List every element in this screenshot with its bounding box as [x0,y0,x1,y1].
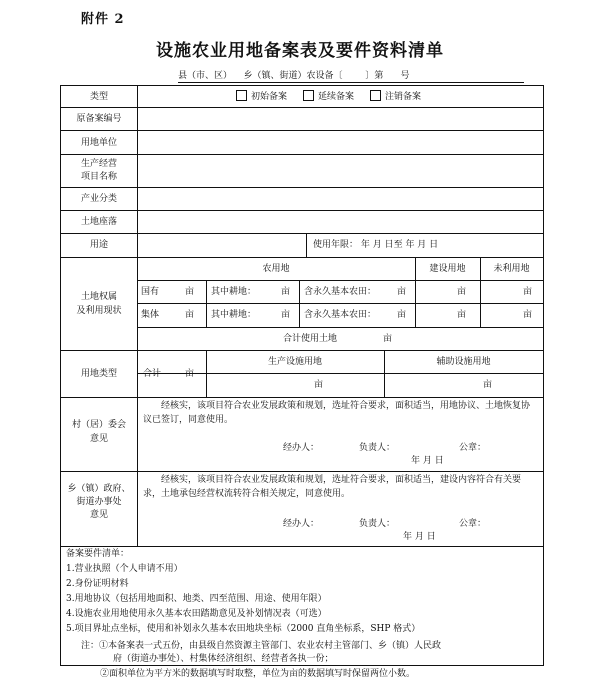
village-date: 年 月 日 [411,456,444,466]
collective-cultivated-unit: 亩 [281,310,291,320]
land-type-label: 用地类型 [80,369,117,379]
production-facility-unit: 亩 [314,380,324,390]
collective-unused-unit: 亩 [523,310,533,320]
state-farmland-unit: 亩 [397,287,407,297]
state-unused-unit: 亩 [523,287,533,297]
total-use-label: 合计使用土地 [283,334,338,344]
village-opinion-text: 经核实，该项目符合农业发展政策和规划，选址符合要求，面积适当，用地协议、土地恢复协议已签订，同意使用。 [143,401,531,425]
type-label: 类型 [89,92,108,102]
original-filing-no-label: 原备案编号 [76,114,122,124]
usage-label: 用途 [89,240,108,250]
state-owned-unit: 亩 [185,287,195,297]
town-label-line1: 乡（镇）政府、 [67,484,131,494]
village-label-line2: 意见 [89,434,108,444]
town-label-line2: 街道办事处 [76,497,122,507]
checklist-item-2: 2.身份证明材料 [66,579,129,589]
option-initial-filing[interactable]: 初始备案 [236,90,287,103]
option-renewal-filing[interactable]: 延续备案 [303,90,354,103]
land-type-total-unit: 亩 [185,369,195,379]
usage-period: 使用年限： 年 月 日至 年 月 日 [313,240,439,250]
industry-label: 产业分类 [80,194,117,204]
state-farmland-label: 含永久基本农田： [304,287,377,297]
state-cultivated-unit: 亩 [281,287,291,297]
construction-land-header: 建设用地 [429,264,466,274]
project-name-label-line1: 生产经营 [80,159,117,169]
town-handler-label: 经办人： [283,519,320,529]
village-handler-label: 经办人： [283,443,320,453]
state-owned-label: 国有 [141,287,160,297]
note-line-2: 府（街道办事处）、村集体经济组织、经营者各执一份； [113,654,334,664]
town-date: 年 月 日 [403,532,436,542]
checkbox-initial[interactable] [236,90,247,101]
ownership-label-line2: 及利用现状 [76,306,122,316]
checkbox-renewal[interactable] [303,90,314,101]
town-responsible-label: 负责人： [359,519,396,529]
collective-cultivated-label: 其中耕地： [211,310,257,320]
auxiliary-facility-unit: 亩 [483,380,493,390]
land-location-label: 土地座落 [80,217,117,227]
checklist-item-3: 3.用地协议（包括用地面积、地类、四至范围、用途、使用年限） [66,594,327,604]
form-title: 设施农业用地备案表及要件资料清单 [156,41,444,61]
unused-land-header: 未利用地 [493,264,530,274]
collective-farmland-label: 含永久基本农田： [304,310,377,320]
town-opinion-text: 经核实，该项目符合农业发展政策和规划，选址符合要求，面积适当，建设内容符合有关要求，土地承包经营权流转符合相关规定，同意使用。 [143,475,522,499]
checklist-item-5: 5.项目界址点坐标，使用和补划永久基本农田地块坐标（2000 直角坐标系，SHP 格式） [66,624,421,634]
note-line-3: ②面积单位为平方米的数据填写时取整，单位为亩的数据填写时保留两位小数。 [100,669,416,679]
village-responsible-label: 负责人： [359,443,396,453]
village-label-line1: 村（居）委会 [71,420,126,430]
registration-number-line: 县（市、区） 乡（镇、街道）农设备〔 〕第 号 [178,68,524,83]
project-name-label-line2: 项目名称 [80,172,117,182]
checklist-item-1: 1.营业执照（个人申请不用） [66,564,183,574]
collective-unit: 亩 [185,310,195,320]
collective-label: 集体 [141,310,160,320]
state-construction-unit: 亩 [457,287,467,297]
village-seal-label: 公章： [459,443,487,453]
ownership-label-line1: 土地权属 [80,292,117,302]
filing-form [60,85,544,666]
option-cancel-filing[interactable]: 注销备案 [370,90,421,103]
town-label-line3: 意见 [89,510,108,520]
state-cultivated-label: 其中耕地： [211,287,257,297]
town-seal-label: 公章： [459,519,487,529]
production-facility-header: 生产设施用地 [267,357,322,367]
collective-farmland-unit: 亩 [397,310,407,320]
checklist-heading: 备案要件清单： [66,549,130,559]
checklist-item-4: 4.设施农业用地使用永久基本农田踏勘意见及补划情况表（可选） [66,609,327,619]
note-line-1: 注：①本备案表一式五份，由县级自然资源主管部门、农业农村主管部门、乡（镇）人民政 [81,641,442,651]
total-use-unit: 亩 [383,334,393,344]
collective-construction-unit: 亩 [457,310,467,320]
agri-land-header: 农用地 [262,264,290,274]
land-type-total-label: 合计 [143,369,162,379]
auxiliary-facility-header: 辅助设施用地 [436,357,491,367]
checkbox-cancel[interactable] [370,90,381,101]
land-unit-label: 用地单位 [80,138,117,148]
attachment-label: 附件 2 [81,12,125,27]
